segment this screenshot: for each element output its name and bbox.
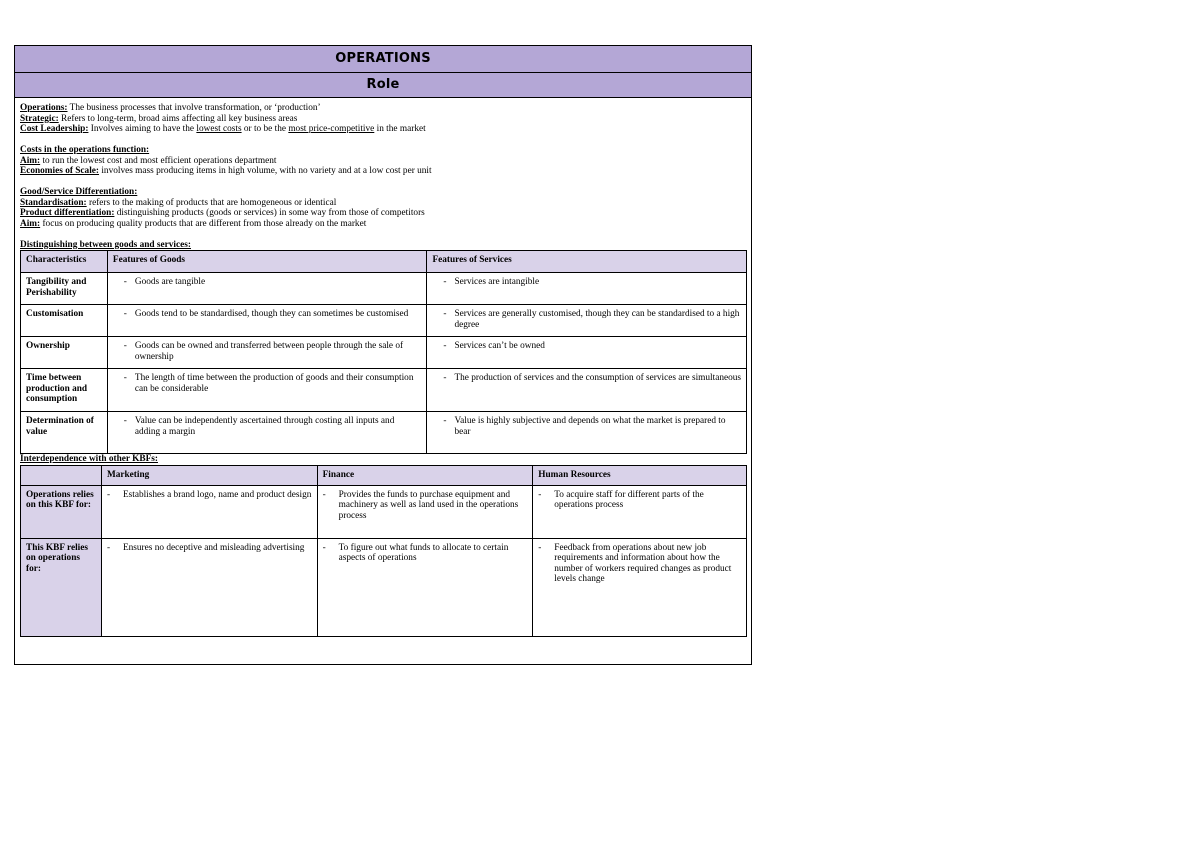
document-body [15, 98, 751, 637]
costs-economies-of-scale: Economies of Scale: involves mass producing items in high volume, with no variety and at a low cost per unit [20, 166, 432, 176]
bullet-dash: - [443, 416, 447, 426]
column-header: Features of Goods [107, 251, 427, 273]
bullet-dash: - [123, 373, 127, 383]
bullet-dash: - [538, 489, 542, 500]
column-header: Human Resources [533, 465, 747, 485]
row-label: Time between production and consumption [21, 369, 108, 412]
table-row [21, 305, 747, 337]
row-label: Determination of value [21, 412, 108, 454]
row-label: Tangibility and Perishability [21, 273, 108, 305]
definition-strategic: Strategic: Refers to long-term, broad aims affecting all key business areas [20, 113, 298, 124]
column-header: Marketing [101, 465, 317, 485]
bullet-dash: - [443, 309, 447, 319]
human-resources-cell: - Feedback from operations about new job requirements and information about how the number of workers required changes as product levels change [533, 538, 747, 636]
differentiation-heading: Good/Service Differentiation: [20, 187, 138, 197]
goods-cell: - Value can be independently ascertained through costing all inputs and adding a margin [107, 412, 427, 454]
costs-heading: Costs in the operations function: [20, 145, 150, 155]
definition-operations: Operations: The business processes that involve transformation, or ‘production’ [20, 103, 321, 113]
bullet-dash: - [123, 309, 127, 319]
row-label: This KBF relies on operations for: [21, 538, 102, 636]
services-cell: - Services are generally customised, though they can be standardised to a high degree [427, 305, 747, 337]
column-header-empty [21, 465, 102, 485]
costs-aim: Aim: to run the lowest cost and most efficient operations department [20, 155, 277, 166]
goods-cell: - Goods can be owned and transferred between people through the sale of ownership [107, 337, 427, 369]
diff-product-differentiation: Product differentiation: distinguishing products (goods or services) in some way from those of competitors [20, 208, 425, 218]
bullet-dash: - [443, 373, 447, 383]
row-label: Operations relies on this KBF for: [21, 485, 102, 538]
goods-cell: - Goods tend to be standardised, though they can sometimes be customised [107, 305, 427, 337]
services-cell: - Services are intangible [427, 273, 747, 305]
goods-cell: - The length of time between the production of goods and their consumption can be considerable [107, 369, 427, 412]
goods-cell: - Goods are tangible [107, 273, 427, 305]
finance-cell: - To figure out what funds to allocate to certain aspects of operations [317, 538, 533, 636]
table-row [21, 369, 747, 412]
services-cell: - Services can’t be owned [427, 337, 747, 369]
definition-cost-leadership: Cost Leadership: Involves aiming to have the lowest costs or to be the most price-competitive in the market [20, 124, 426, 134]
marketing-cell: - Ensures no deceptive and misleading advertising [101, 538, 317, 636]
page-title: OPERATIONS [15, 46, 751, 73]
services-cell: - Value is highly subjective and depends on what the market is prepared to bear [427, 412, 747, 454]
table-row [21, 485, 747, 538]
bullet-dash: - [106, 489, 111, 500]
bullet-dash: - [322, 542, 326, 553]
row-label: Customisation [21, 305, 108, 337]
services-cell: - The production of services and the consumption of services are simultaneous [427, 369, 747, 412]
bullet-dash: - [443, 277, 447, 287]
bullet-dash: - [123, 416, 127, 426]
marketing-cell: - Establishes a brand logo, name and product design [101, 485, 317, 538]
section-title: Role [15, 73, 751, 98]
finance-cell: - Provides the funds to purchase equipment and machinery as well as land used in the operations process [317, 485, 533, 538]
row-label: Ownership [21, 337, 108, 369]
bullet-dash: - [123, 277, 127, 287]
kbf-interdependence-table [20, 465, 747, 637]
table-header-row [21, 251, 747, 273]
document-sheet [14, 45, 752, 665]
diff-aim: Aim: focus on producing quality products that are different from those already on the market [20, 218, 367, 229]
table-row [21, 412, 747, 454]
diff-standardisation: Standardisation: refers to the making of products that are homogeneous or identical [20, 197, 337, 208]
bullet-dash: - [106, 542, 111, 553]
table-row [21, 273, 747, 305]
table-header-row [21, 465, 747, 485]
kbf-heading: Interdependence with other KBFs: [20, 454, 158, 464]
column-header: Characteristics [21, 251, 108, 273]
human-resources-cell: - To acquire staff for different parts of the operations process [533, 485, 747, 538]
bullet-dash: - [123, 341, 127, 351]
goods-services-table [20, 250, 747, 454]
bullet-dash: - [322, 489, 326, 500]
table-row [21, 538, 747, 636]
goods-services-heading: Distinguishing between goods and services: [20, 239, 191, 250]
column-header: Finance [317, 465, 533, 485]
bullet-dash: - [443, 341, 447, 351]
bullet-dash: - [538, 542, 542, 553]
table-row [21, 337, 747, 369]
column-header: Features of Services [427, 251, 747, 273]
